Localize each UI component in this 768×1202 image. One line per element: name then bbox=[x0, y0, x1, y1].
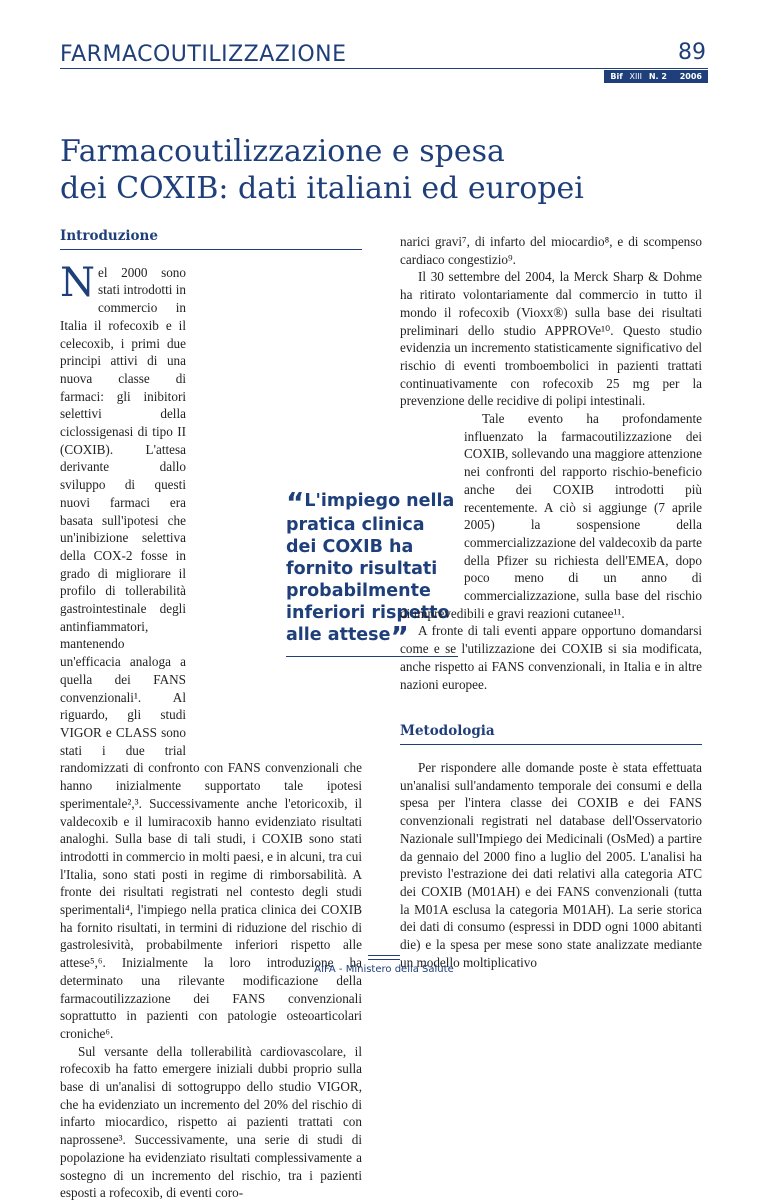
right-paragraph-1: narici gravi⁷, di infarto del miocardio⁸, e di scompenso cardiaco congestizio⁹. bbox=[400, 234, 702, 267]
footer-mark bbox=[368, 955, 400, 960]
right-column bbox=[400, 233, 702, 971]
title-line-2: dei COXIB: dati italiani ed europei bbox=[60, 171, 584, 206]
journal-volume: XIII bbox=[629, 72, 643, 81]
journal-name: Bif bbox=[610, 72, 623, 81]
drop-cap: N bbox=[60, 259, 95, 306]
journal-issue: N. 2 bbox=[648, 72, 667, 81]
title-line-1: Farmacoutilizzazione e spesa bbox=[60, 134, 505, 169]
journal-year: 2006 bbox=[679, 72, 702, 81]
footer-text: AIFA - Ministero della Salute bbox=[314, 964, 454, 975]
section-heading-metodologia: Metodologia bbox=[400, 723, 702, 745]
right-paragraph-5: Per rispondere alle domande poste è stata effettuata un'analisi sull'andamento temporale dei consumi e della spesa per l'intera classe dei COXIB e dei FANS convenzionali registrati nel database dell'Osservatorio Nazionale sull'Impiego dei Medicinali (OsMed) a partire da gennaio del 2000 fino a luglio del 2005. L'analisi ha previsto l'estrazione dei dati relativi alla categoria ATC dei COXIB (M01AH) e dei FANS convenzionali (tutta la M01A esclusa la categoria M01AH). La serie storica dei dati di consumo (espressi in DDD ogni 1000 abitanti die) e la spesa per mese sono state analizzate mediante un modello moltiplicativo bbox=[400, 759, 702, 970]
pullquote-close-mark: ” bbox=[390, 620, 409, 653]
intro-paragraph-1-text: el 2000 sono stati introdotti in commercio in Italia il rofecoxib e il celecoxib, i primi due principi attivi di una nuova classe di farmaci: gli inibitori selettivi della ciclossigenasi di tipo II (COXIB). L'attesa derivante dallo sviluppo di questi nuovi farmaci era basata sull'ipotesi che un'inibizione selettiva della COX-2 fosse in grado di migliorare il profilo di tollerabilità gastrointestinale degli antinfiammatori, mantenendo un'efficacia analoga a quella dei FANS convenzionali¹. Al riguardo, gli studi VIGOR e CLASS sono stati i due trial randomizzati di confronto con FANS convenzionali che hanno inizialmente supportato tale ipotesi sperimentale²,³. Successivamente anche l'etoricoxib, il valdecoxib e il lumiracoxib hanno evidenziato risultati analoghi. Sulla base di tali studi, i COXIB sono stati introdotti in commercio in molti paesi, e in alcuni, tra cui l'Italia, sono stati posti in regime di rimborsabilità. A fronte dei risultati registrati nel contesto degli studi sperimentali⁴, l'impiego nella pratica clinica dei COXIB ha fornito risultati, in termini di riduzione del rischio di gastrolesività, probabilmente inferiori rispetto alle attese⁵,⁶. Inizialmente la loro introduzione ha determinato una rilevante modificazione della farmacoutilizzazione dei FANS convenzionali soprattutto in pazienti con patologie osteoarticolari croniche⁶. bbox=[60, 264, 362, 1041]
article-title bbox=[60, 133, 720, 207]
left-column bbox=[60, 228, 362, 1202]
running-header-section: FARMACOUTILIZZAZIONE bbox=[60, 42, 347, 67]
right-paragraph-3: Tale evento ha profondamente influenzato la farmacoutilizzazione dei COXIB, sollevando una maggiore attenzione nei confronti del rapporto rischio-beneficio anche dei COXIB introdotti più recentemente. A ciò si aggiunge (7 aprile 2005) la sospensione della commercializzazione del valdecoxib da parte della Pfizer su richiesta dell'EMEA, dopo poco meno di un anno di commercializzazione, sulla base del rischio di imprevedibili e gravi reazioni cutanee¹¹. bbox=[400, 411, 702, 621]
page-number: 89 bbox=[678, 40, 706, 65]
pullquote-wrap-space bbox=[400, 410, 464, 590]
intro-paragraph-2: Sul versante della tollerabilità cardiovascolare, il rofecoxib ha fatto emergere iniziali dubbi proprio sulla base di un'analisi di sottogruppo dello studio VIGOR, che ha evidenziato un incremento del 20% del rischio di infarto miocardico, rispetto ai pazienti trattati con naprossene³. Successivamente, una serie di studi di popolazione ha evidenziato risultati complessivamente a sostegno di un incremento del rischio, tra i pazienti esposti a rofecoxib, di eventi coro- bbox=[60, 1043, 362, 1201]
pullquote-text: L'impiego nella pratica clinica dei COXIB ha fornito risultati probabilmente inferiori rispetto alle attese bbox=[286, 491, 455, 645]
journal-tag bbox=[604, 70, 708, 83]
header-rule bbox=[60, 68, 708, 69]
pullquote-open-mark: “ bbox=[286, 486, 305, 519]
section-heading-introduzione: Introduzione bbox=[60, 228, 362, 250]
right-paragraph-4: A fronte di tali eventi appare opportuno domandarsi come e se l'utilizzazione dei COXIB si sia modificata, anche rispetto ai FANS convenzionali, in Italia e in altre nazioni europee. bbox=[400, 623, 702, 692]
right-paragraph-2: Il 30 settembre del 2004, la Merck Sharp & Dohme ha ritirato volontariamente dal commercio in tutto il mondo il rofecoxib (Vioxx®) sulla base dei risultati preliminari dello studio APPROVe¹⁰. Questo studio evidenzia un incremento statisticamente significativo del rischio di eventi tromboembolici in pazienti trattati continuativamente con rofecoxib 25 mg per la prevenzione delle recidive di polipi intestinali. bbox=[400, 269, 702, 409]
